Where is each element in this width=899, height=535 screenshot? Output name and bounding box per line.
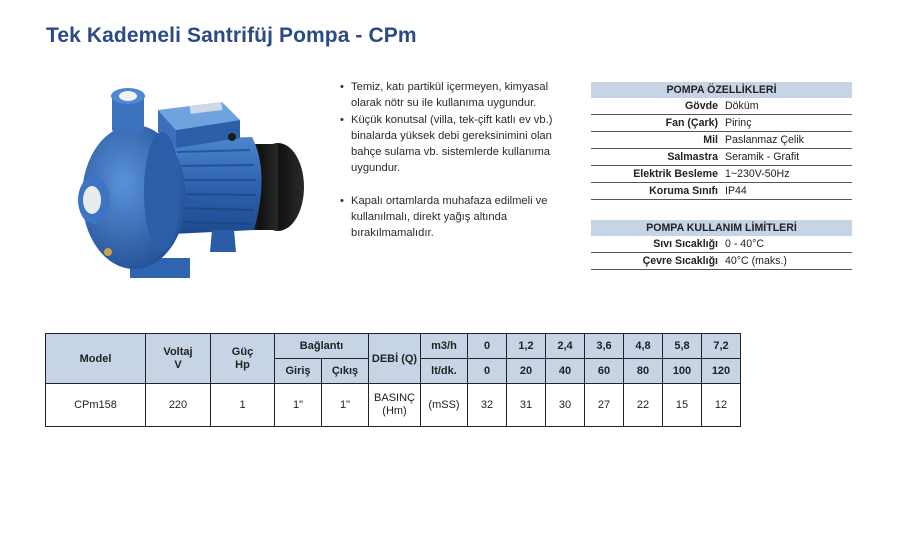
spec-key: Çevre Sıcaklığı [591,253,723,270]
pump-features-header: POMPA ÖZELLİKLERİ [591,82,852,98]
description-bullet: • Temiz, katı partikül içermeyen, kimyasal olarak nötr su ile kullanıma uygundur. [340,79,565,112]
cell-model: CPm158 [46,384,146,427]
header-inlet: Giriş [275,359,322,384]
cell-head: 27 [585,384,624,427]
spec-key: Gövde [591,98,723,115]
flow-m3h: 4,8 [624,334,663,359]
description-bullet: • Kapalı ortamlarda muhafaza edilmeli ve kullanılmalı, direkt yağış altında bırakılmamalıdır. [340,193,565,242]
cell-voltage: 220 [146,384,211,427]
header-voltage: Voltaj V [146,334,211,384]
header-unit-m3h: m3/h [421,334,468,359]
table-row [591,132,852,149]
spec-key: Fan (Çark) [591,115,723,132]
flow-m3h: 3,6 [585,334,624,359]
flow-m3h: 0 [468,334,507,359]
description-bullet: • Küçük konutsal (villa, tek-çift katlı ev vb.) binalarda yüksek debi gereksinimini olan bahçe sulama vb. sistemlerde kullanıma uygundur. [340,112,565,177]
cell-outlet: 1" [322,384,369,427]
table-row [591,166,852,183]
usage-limits-table [591,220,852,270]
spec-key: Elektrik Besleme [591,166,723,183]
usage-limits-header: POMPA KULLANIM LİMİTLERİ [591,220,852,236]
flow-m3h: 1,2 [507,334,546,359]
spec-value: Paslanmaz Çelik [723,132,852,149]
description [340,79,565,242]
header-model: Model [46,334,146,384]
flow-m3h: 7,2 [702,334,741,359]
flow-m3h: 2,4 [546,334,585,359]
header-outlet: Çıkış [322,359,369,384]
spec-value: Döküm [723,98,852,115]
pump-features-table [591,82,852,200]
flow-ltdk: 120 [702,359,741,384]
spec-key: Salmastra [591,149,723,166]
flow-ltdk: 40 [546,359,585,384]
cell-head: 30 [546,384,585,427]
spec-value: 1~230V-50Hz [723,166,852,183]
cell-power: 1 [211,384,275,427]
performance-table [45,333,741,427]
flow-m3h: 5,8 [663,334,702,359]
cell-head: 12 [702,384,741,427]
spec-value: 0 - 40°C [723,236,852,253]
cell-head: 31 [507,384,546,427]
table-row [591,236,852,253]
header-power: Güç Hp [211,334,275,384]
flow-ltdk: 100 [663,359,702,384]
spec-key: Mil [591,132,723,149]
flow-ltdk: 80 [624,359,663,384]
header-unit-ltdk: lt/dk. [421,359,468,384]
flow-ltdk: 0 [468,359,507,384]
cell-unit-mss: (mSS) [421,384,468,427]
table-row [591,253,852,270]
spec-value: IP44 [723,183,852,200]
header-flow: DEBİ (Q) [369,334,421,384]
table-row [591,149,852,166]
spec-key: Koruma Sınıfı [591,183,723,200]
header-connection: Bağlantı [275,334,369,359]
pump-image [72,82,312,287]
cell-pressure-label: BASINÇ (Hm) [369,384,421,427]
page-title: Tek Kademeli Santrifüj Pompa - CPm [46,24,417,47]
cell-inlet: 1" [275,384,322,427]
flow-ltdk: 60 [585,359,624,384]
cell-head: 15 [663,384,702,427]
flow-ltdk: 20 [507,359,546,384]
cell-head: 22 [624,384,663,427]
table-row [46,384,741,427]
table-row [591,115,852,132]
spec-value: 40°C (maks.) [723,253,852,270]
cell-head: 32 [468,384,507,427]
table-row [591,183,852,200]
spec-value: Pirinç [723,115,852,132]
spec-value: Seramik - Grafit [723,149,852,166]
table-row [591,98,852,115]
spec-key: Sıvı Sıcaklığı [591,236,723,253]
